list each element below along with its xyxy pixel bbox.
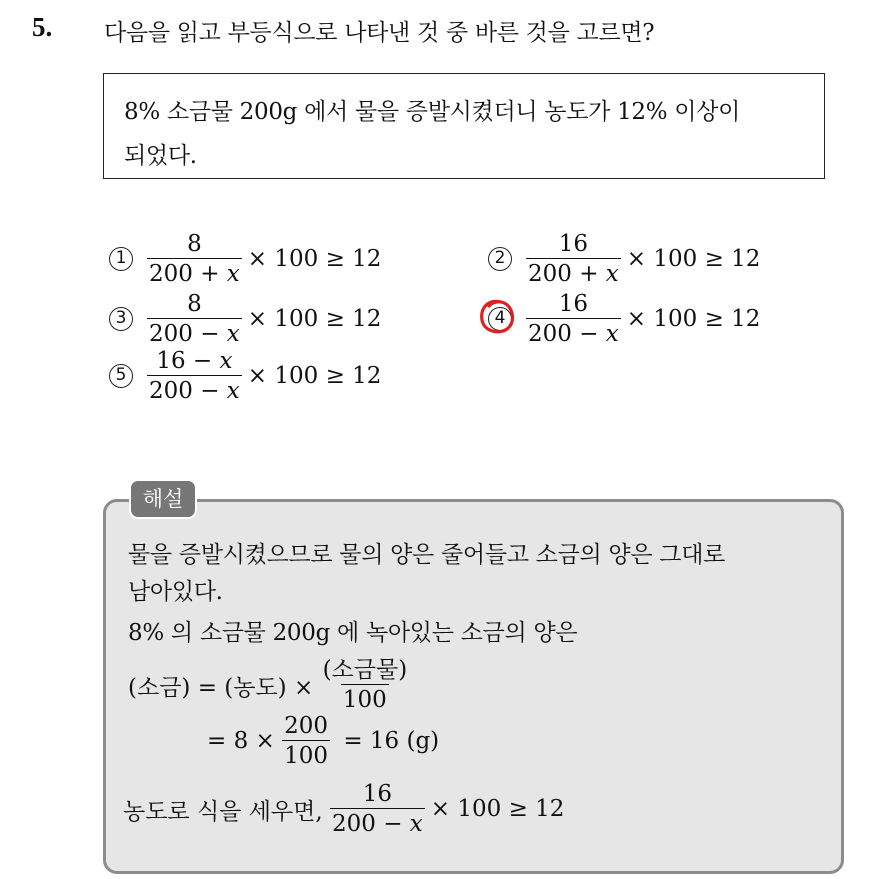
- problem-line-2: 되었다.: [124, 143, 197, 169]
- denominator: 200 − x: [147, 318, 242, 347]
- problem-box: [103, 73, 825, 179]
- fraction: [282, 713, 330, 769]
- explanation-tag: 해설: [129, 479, 197, 519]
- choice-number-icon: 5: [109, 364, 133, 388]
- numerator: (소금물): [322, 657, 408, 683]
- numerator: 8: [187, 231, 202, 257]
- choice-number-icon: 3: [109, 307, 133, 331]
- choice-rest: × 100 ≥ 12: [626, 246, 761, 272]
- question-number: 5.: [32, 12, 53, 42]
- numerator: 16: [558, 291, 589, 317]
- choice-rest: × 100 ≥ 12: [247, 306, 382, 332]
- choice-3[interactable]: [109, 291, 381, 347]
- numerator: 16: [558, 231, 589, 257]
- fraction: [147, 291, 242, 347]
- equation-right: = 16 (g): [336, 728, 440, 754]
- numerator: 16 − x: [156, 348, 233, 374]
- fraction: [147, 231, 242, 287]
- explanation-line-2: 남아있다.: [128, 579, 223, 605]
- equation-left: = 8 ×: [207, 728, 283, 754]
- explanation-line-3: 8% 의 소금물 200g 에 녹아있는 소금의 양은: [128, 620, 578, 646]
- fraction: [526, 231, 621, 287]
- fraction: [330, 781, 425, 837]
- equation-left: (소금) = (농도) ×: [128, 674, 321, 701]
- problem-line-1: 8% 소금물 200g 에서 물을 증발시켰더니 농도가 12% 이상이: [124, 99, 741, 125]
- fraction: [321, 657, 410, 713]
- choice-rest: × 100 ≥ 12: [626, 306, 761, 332]
- fraction: [147, 348, 242, 404]
- denominator: 200 + x: [147, 258, 242, 287]
- choice-number-icon: 1: [109, 247, 133, 271]
- denominator: 200 + x: [526, 258, 621, 287]
- denominator: 200 − x: [330, 808, 425, 837]
- numerator: 16: [362, 781, 393, 807]
- denominator: 100: [282, 740, 330, 769]
- equation-row-final: [123, 781, 564, 837]
- numerator: 8: [187, 291, 202, 317]
- explanation-line-1: 물을 증발시켰으므로 물의 양은 줄어들고 소금의 양은 그대로: [128, 542, 726, 568]
- choice-1[interactable]: [109, 231, 381, 287]
- equation-prefix: 농도로 식을 세우면,: [123, 798, 330, 825]
- fraction: [526, 291, 621, 347]
- choice-rest: × 100 ≥ 12: [247, 363, 382, 389]
- question-text: 다음을 읽고 부등식으로 나타낸 것 중 바른 것을 고르면?: [104, 20, 655, 46]
- choice-number-icon: 2: [488, 247, 512, 271]
- choice-number-icon: 4: [488, 307, 512, 331]
- equation-rest: × 100 ≥ 12: [430, 796, 565, 822]
- choice-2[interactable]: [488, 231, 760, 287]
- denominator: 100: [341, 684, 389, 713]
- choice-4[interactable]: [488, 291, 760, 347]
- equation-row-1: [128, 657, 415, 713]
- equation-row-2: [207, 713, 439, 769]
- choice-rest: × 100 ≥ 12: [247, 246, 382, 272]
- numerator: 200: [284, 713, 329, 739]
- denominator: 200 − x: [147, 375, 242, 404]
- denominator: 200 − x: [526, 318, 621, 347]
- choice-5[interactable]: [109, 348, 381, 404]
